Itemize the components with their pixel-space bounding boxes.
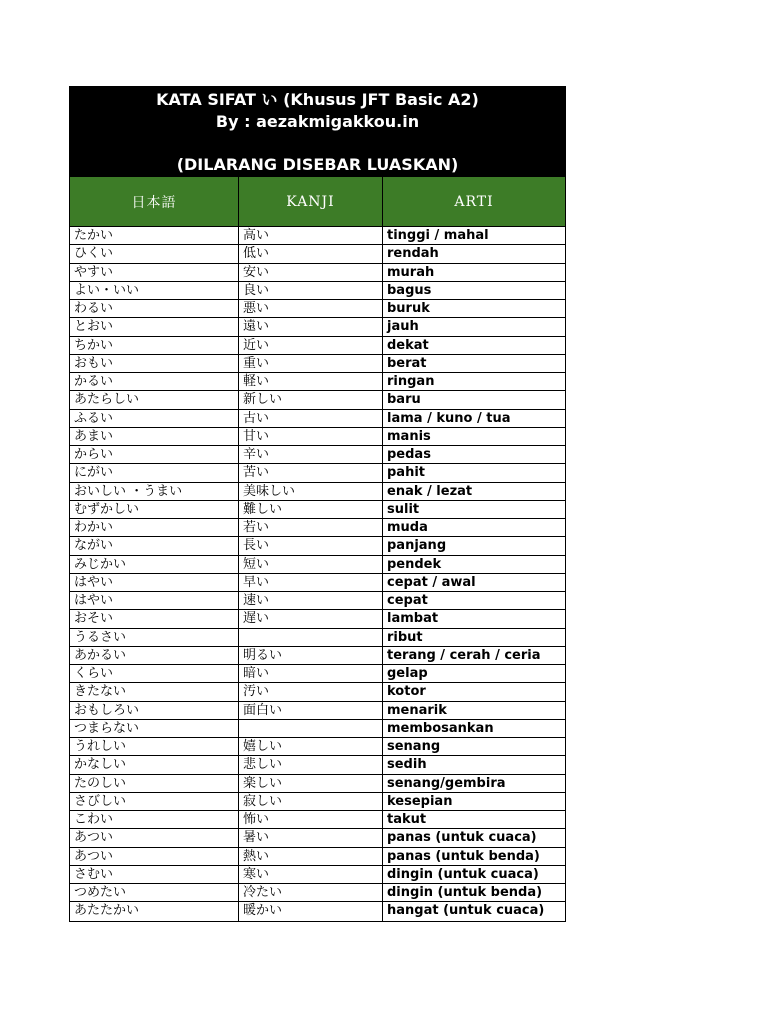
table-row	[70, 446, 565, 464]
table-row	[70, 866, 565, 884]
cell-kana: はやい	[70, 592, 239, 609]
cell-kanji: 嬉しい	[239, 738, 383, 755]
table-row	[70, 537, 565, 555]
cell-arti: gelap	[387, 666, 428, 681]
table-row	[70, 829, 565, 847]
table-row	[70, 556, 565, 574]
cell-kanji: 熱い	[239, 848, 383, 865]
cell-kana: きたない	[70, 683, 239, 700]
table-row	[70, 756, 565, 774]
cell-kana: むずかしい	[70, 501, 239, 518]
cell-kana: やすい	[70, 264, 239, 281]
cell-kana: おもい	[70, 355, 239, 372]
cell-kanji: 苦い	[239, 464, 383, 481]
table-row	[70, 464, 565, 482]
table-row	[70, 665, 565, 683]
cell-kanji: 面白い	[239, 702, 383, 719]
cell-arti: kesepian	[387, 793, 453, 809]
table-row	[70, 318, 565, 336]
table-row	[70, 720, 565, 738]
cell-arti: lambat	[387, 611, 439, 627]
cell-kana: あつい	[70, 848, 239, 865]
cell-kanji: 短い	[239, 556, 383, 573]
column-header-japanese: 日本語	[70, 177, 239, 226]
table-row	[70, 610, 565, 628]
cell-arti: jauh	[387, 319, 419, 335]
warning-line: (DILARANG DISEBAR LUASKAN)	[176, 155, 459, 174]
cell-kanji: 遅い	[239, 610, 383, 627]
cell-kana: わるい	[70, 300, 239, 317]
cell-kana: おいしい ・うまい	[70, 483, 239, 500]
cell-arti: ribut	[387, 629, 423, 645]
author-line: By : aezakmigakkou.in	[215, 112, 420, 131]
cell-kana: ひくい	[70, 245, 239, 262]
cell-arti: senang	[387, 739, 441, 754]
column-header-arti: ARTI	[454, 193, 494, 210]
table-row	[70, 738, 565, 756]
vocabulary-table	[69, 86, 566, 922]
cell-kanji: 新しい	[239, 391, 383, 408]
table-row	[70, 245, 565, 263]
cell-kana: たかい	[70, 227, 239, 244]
cell-kanji: 低い	[239, 245, 383, 262]
cell-arti: panas (untuk benda)	[387, 848, 540, 864]
cell-arti: pendek	[387, 556, 442, 572]
cell-kanji: 楽しい	[239, 775, 383, 792]
cell-arti: terang / cerah / ceria	[387, 647, 541, 663]
cell-kana: くらい	[70, 665, 239, 682]
title-block	[70, 87, 565, 176]
table-row	[70, 574, 565, 592]
cell-kana: あまい	[70, 428, 239, 445]
cell-kanji: 近い	[239, 337, 383, 354]
cell-kanji: 高い	[239, 227, 383, 244]
cell-kana: みじかい	[70, 556, 239, 573]
table-row	[70, 884, 565, 902]
cell-kanji: 若い	[239, 519, 383, 536]
table-row	[70, 483, 565, 501]
cell-kana: かなしい	[70, 756, 239, 773]
table-row	[70, 300, 565, 318]
cell-kana: あかるい	[70, 647, 239, 664]
cell-kana: さびしい	[70, 793, 239, 810]
cell-arti: berat	[387, 355, 427, 371]
cell-kana: うるさい	[70, 629, 239, 646]
cell-kanji: 良い	[239, 282, 383, 299]
cell-kana: あつい	[70, 829, 239, 846]
table-row	[70, 702, 565, 720]
table-row	[70, 848, 565, 866]
cell-kanji: 速い	[239, 592, 383, 609]
cell-kanji: 安い	[239, 264, 383, 281]
cell-kanji: 暗い	[239, 665, 383, 682]
cell-kana: にがい	[70, 464, 239, 481]
cell-arti: cepat / awal	[387, 574, 476, 590]
table-row	[70, 501, 565, 519]
cell-kana: あたらしい	[70, 391, 239, 408]
cell-arti: tinggi / mahal	[387, 228, 489, 243]
cell-kana: はやい	[70, 574, 239, 591]
cell-kana: おもしろい	[70, 702, 239, 719]
cell-kanji: 悲しい	[239, 756, 383, 773]
cell-arti: buruk	[387, 301, 430, 316]
cell-arti: dingin (untuk benda)	[387, 885, 543, 900]
table-row	[70, 683, 565, 701]
cell-arti: takut	[387, 812, 427, 827]
table-row	[70, 519, 565, 537]
cell-arti: ringan	[387, 374, 435, 389]
cell-kana: ちかい	[70, 337, 239, 354]
cell-kanji: 暖かい	[239, 902, 383, 920]
cell-arti: pedas	[387, 447, 431, 462]
cell-kanji: 軽い	[239, 373, 383, 390]
cell-kana: さむい	[70, 866, 239, 883]
column-header-kanji: KANJI	[239, 177, 383, 226]
cell-kanji: 汚い	[239, 683, 383, 700]
cell-arti: pahit	[387, 465, 426, 481]
cell-kanji: 怖い	[239, 811, 383, 828]
cell-kanji	[239, 629, 383, 646]
cell-arti: sulit	[387, 501, 420, 517]
cell-kana: つまらない	[70, 720, 239, 737]
cell-kana: たのしい	[70, 775, 239, 792]
cell-arti: lama / kuno / tua	[387, 410, 511, 426]
table-row	[70, 337, 565, 355]
cell-arti: kotor	[387, 684, 426, 700]
table-row	[70, 428, 565, 446]
cell-kanji: 遠い	[239, 318, 383, 335]
cell-arti: dekat	[387, 337, 429, 353]
cell-kanji: 重い	[239, 355, 383, 372]
cell-arti: hangat (untuk cuaca)	[387, 903, 545, 919]
table-row	[70, 775, 565, 793]
cell-arti: dingin (untuk cuaca)	[387, 866, 539, 882]
cell-kana: うれしい	[70, 738, 239, 755]
table-row	[70, 629, 565, 647]
cell-kanji: 冷たい	[239, 884, 383, 901]
table-row	[70, 264, 565, 282]
cell-arti: rendah	[387, 246, 439, 262]
table-row	[70, 793, 565, 811]
cell-arti: senang/gembira	[387, 775, 506, 791]
cell-arti: membosankan	[387, 720, 494, 736]
table-row	[70, 410, 565, 428]
column-header-row	[70, 176, 565, 226]
cell-arti: murah	[387, 264, 435, 280]
cell-arti: panas (untuk cuaca)	[387, 830, 537, 846]
cell-kanji: 早い	[239, 574, 383, 591]
cell-kana: からい	[70, 446, 239, 463]
table-row	[70, 355, 565, 373]
cell-kana: わかい	[70, 519, 239, 536]
cell-arti: enak / lezat	[387, 483, 473, 499]
cell-kana: よい・いい	[70, 282, 239, 299]
cell-kanji: 長い	[239, 537, 383, 554]
cell-arti: cepat	[387, 593, 428, 608]
cell-kanji: 暑い	[239, 829, 383, 846]
cell-arti: bagus	[387, 282, 432, 298]
cell-kana: ふるい	[70, 410, 239, 427]
title-line: KATA SIFAT い (Khusus JFT Basic A2)	[156, 90, 479, 109]
cell-arti: muda	[387, 520, 428, 535]
cell-kana: つめたい	[70, 884, 239, 901]
table-row	[70, 282, 565, 300]
table-row	[70, 592, 565, 610]
cell-arti: panjang	[387, 538, 447, 554]
cell-arti: baru	[387, 392, 421, 408]
cell-kana: かるい	[70, 373, 239, 390]
cell-arti: menarik	[387, 702, 447, 718]
cell-kanji	[239, 720, 383, 737]
cell-kana: おそい	[70, 610, 239, 627]
table-row	[70, 391, 565, 409]
table-row	[70, 811, 565, 829]
cell-kanji: 明るい	[239, 647, 383, 664]
table-row	[70, 227, 565, 245]
cell-kana: ながい	[70, 537, 239, 554]
cell-kana: こわい	[70, 811, 239, 828]
cell-kanji: 寂しい	[239, 793, 383, 810]
cell-kanji: 悪い	[239, 300, 383, 317]
cell-kanji: 美味しい	[239, 483, 383, 500]
table-row	[70, 902, 565, 920]
cell-kana: とおい	[70, 318, 239, 335]
cell-kanji: 古い	[239, 410, 383, 427]
cell-arti: sedih	[387, 757, 427, 773]
cell-kanji: 辛い	[239, 446, 383, 463]
table-body	[70, 226, 565, 921]
cell-kanji: 寒い	[239, 866, 383, 883]
cell-kana: あたたかい	[70, 902, 239, 920]
table-row	[70, 647, 565, 665]
cell-arti: manis	[387, 428, 431, 444]
cell-kanji: 甘い	[239, 428, 383, 445]
cell-kanji: 難しい	[239, 501, 383, 518]
table-row	[70, 373, 565, 391]
